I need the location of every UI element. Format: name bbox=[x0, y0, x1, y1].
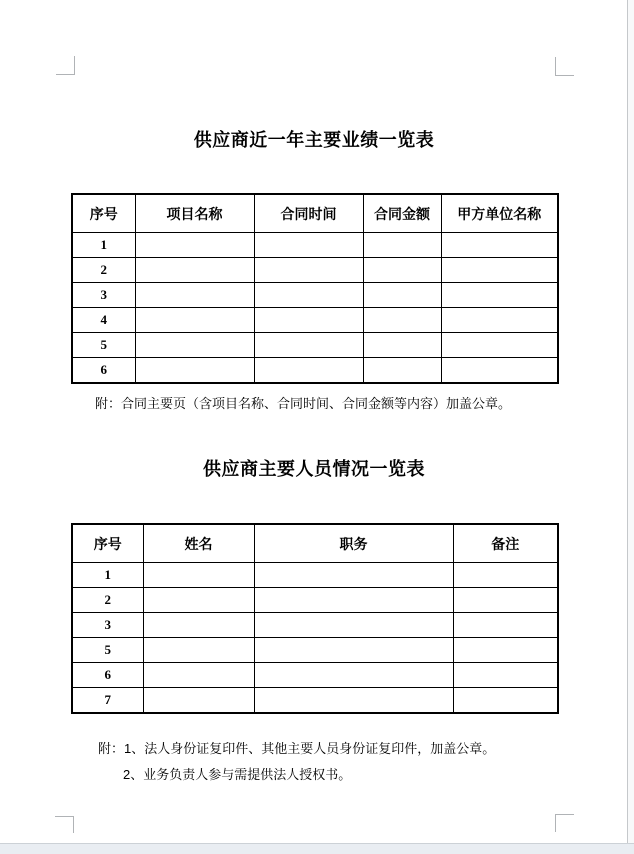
empty-cell[interactable] bbox=[363, 258, 441, 283]
section2-title: 供应商主要人员情况一览表 bbox=[203, 459, 425, 479]
table-row bbox=[72, 233, 558, 258]
column-header-name: 姓名 bbox=[143, 524, 254, 563]
achievements-table bbox=[71, 193, 559, 384]
personnel-table bbox=[71, 523, 559, 714]
empty-cell[interactable] bbox=[143, 613, 254, 638]
empty-cell[interactable] bbox=[254, 308, 363, 333]
empty-cell[interactable] bbox=[363, 233, 441, 258]
empty-cell[interactable] bbox=[254, 283, 363, 308]
table-row bbox=[72, 563, 558, 588]
section1-title: 供应商近一年主要业绩一览表 bbox=[193, 130, 435, 150]
vertical-scrollbar[interactable] bbox=[627, 0, 634, 843]
empty-cell[interactable] bbox=[254, 663, 453, 688]
empty-cell[interactable] bbox=[441, 358, 558, 384]
empty-cell[interactable] bbox=[135, 233, 254, 258]
empty-cell[interactable] bbox=[135, 358, 254, 384]
empty-cell[interactable] bbox=[143, 663, 254, 688]
empty-cell[interactable] bbox=[254, 588, 453, 613]
column-header-contract-time: 合同时间 bbox=[254, 194, 363, 233]
empty-cell[interactable] bbox=[135, 258, 254, 283]
empty-cell[interactable] bbox=[254, 333, 363, 358]
empty-cell[interactable] bbox=[453, 663, 558, 688]
empty-cell[interactable] bbox=[254, 688, 453, 714]
table-header-row bbox=[72, 524, 558, 563]
section1-note: 附：合同主要页（含项目名称、合同时间、合同金额等内容）加盖公章。 bbox=[95, 396, 512, 411]
empty-cell[interactable] bbox=[441, 333, 558, 358]
empty-cell[interactable] bbox=[453, 588, 558, 613]
empty-cell[interactable] bbox=[441, 258, 558, 283]
empty-cell[interactable] bbox=[441, 308, 558, 333]
crop-mark-top-left-icon bbox=[56, 56, 75, 75]
row-number-cell: 4 bbox=[72, 308, 135, 333]
table-row bbox=[72, 308, 558, 333]
row-number-cell: 2 bbox=[72, 258, 135, 283]
empty-cell[interactable] bbox=[143, 688, 254, 714]
row-number-cell: 7 bbox=[72, 688, 143, 714]
empty-cell[interactable] bbox=[135, 308, 254, 333]
empty-cell[interactable] bbox=[143, 563, 254, 588]
table-row bbox=[72, 638, 558, 663]
empty-cell[interactable] bbox=[441, 283, 558, 308]
empty-cell[interactable] bbox=[363, 333, 441, 358]
empty-cell[interactable] bbox=[453, 613, 558, 638]
column-header-index: 序号 bbox=[72, 194, 135, 233]
section2-note-line2: 2、业务负责人参与需提供法人授权书。 bbox=[123, 767, 352, 782]
empty-cell[interactable] bbox=[254, 258, 363, 283]
row-number-cell: 1 bbox=[72, 233, 135, 258]
table-row bbox=[72, 258, 558, 283]
empty-cell[interactable] bbox=[143, 638, 254, 663]
section2-note-line1: 附：1、法人身份证复印件、其他主要人员身份证复印件，加盖公章。 bbox=[98, 741, 496, 756]
row-number-cell: 5 bbox=[72, 333, 135, 358]
column-header-position: 职务 bbox=[254, 524, 453, 563]
empty-cell[interactable] bbox=[363, 283, 441, 308]
empty-cell[interactable] bbox=[441, 233, 558, 258]
empty-cell[interactable] bbox=[453, 688, 558, 714]
empty-cell[interactable] bbox=[254, 233, 363, 258]
row-number-cell: 1 bbox=[72, 563, 143, 588]
empty-cell[interactable] bbox=[143, 588, 254, 613]
column-header-party-a-name: 甲方单位名称 bbox=[441, 194, 558, 233]
table-header-row bbox=[72, 194, 558, 233]
empty-cell[interactable] bbox=[254, 638, 453, 663]
row-number-cell: 2 bbox=[72, 588, 143, 613]
table-row bbox=[72, 358, 558, 384]
empty-cell[interactable] bbox=[254, 613, 453, 638]
table-row bbox=[72, 588, 558, 613]
empty-cell[interactable] bbox=[135, 333, 254, 358]
empty-cell[interactable] bbox=[254, 358, 363, 384]
column-header-contract-amount: 合同金额 bbox=[363, 194, 441, 233]
row-number-cell: 6 bbox=[72, 663, 143, 688]
row-number-cell: 6 bbox=[72, 358, 135, 384]
empty-cell[interactable] bbox=[363, 358, 441, 384]
table-row bbox=[72, 663, 558, 688]
table-row bbox=[72, 333, 558, 358]
table-row bbox=[72, 688, 558, 714]
empty-cell[interactable] bbox=[135, 283, 254, 308]
crop-mark-bottom-right-icon bbox=[555, 814, 574, 832]
empty-cell[interactable] bbox=[363, 308, 441, 333]
empty-cell[interactable] bbox=[254, 563, 453, 588]
table-row bbox=[72, 613, 558, 638]
column-header-project-name: 项目名称 bbox=[135, 194, 254, 233]
table-row bbox=[72, 283, 558, 308]
row-number-cell: 5 bbox=[72, 638, 143, 663]
row-number-cell: 3 bbox=[72, 283, 135, 308]
crop-mark-top-right-icon bbox=[555, 57, 574, 76]
column-header-remarks: 备注 bbox=[453, 524, 558, 563]
bottom-window-strip bbox=[0, 843, 634, 854]
column-header-index: 序号 bbox=[72, 524, 143, 563]
empty-cell[interactable] bbox=[453, 563, 558, 588]
crop-mark-bottom-left-icon bbox=[55, 816, 74, 833]
empty-cell[interactable] bbox=[453, 638, 558, 663]
row-number-cell: 3 bbox=[72, 613, 143, 638]
